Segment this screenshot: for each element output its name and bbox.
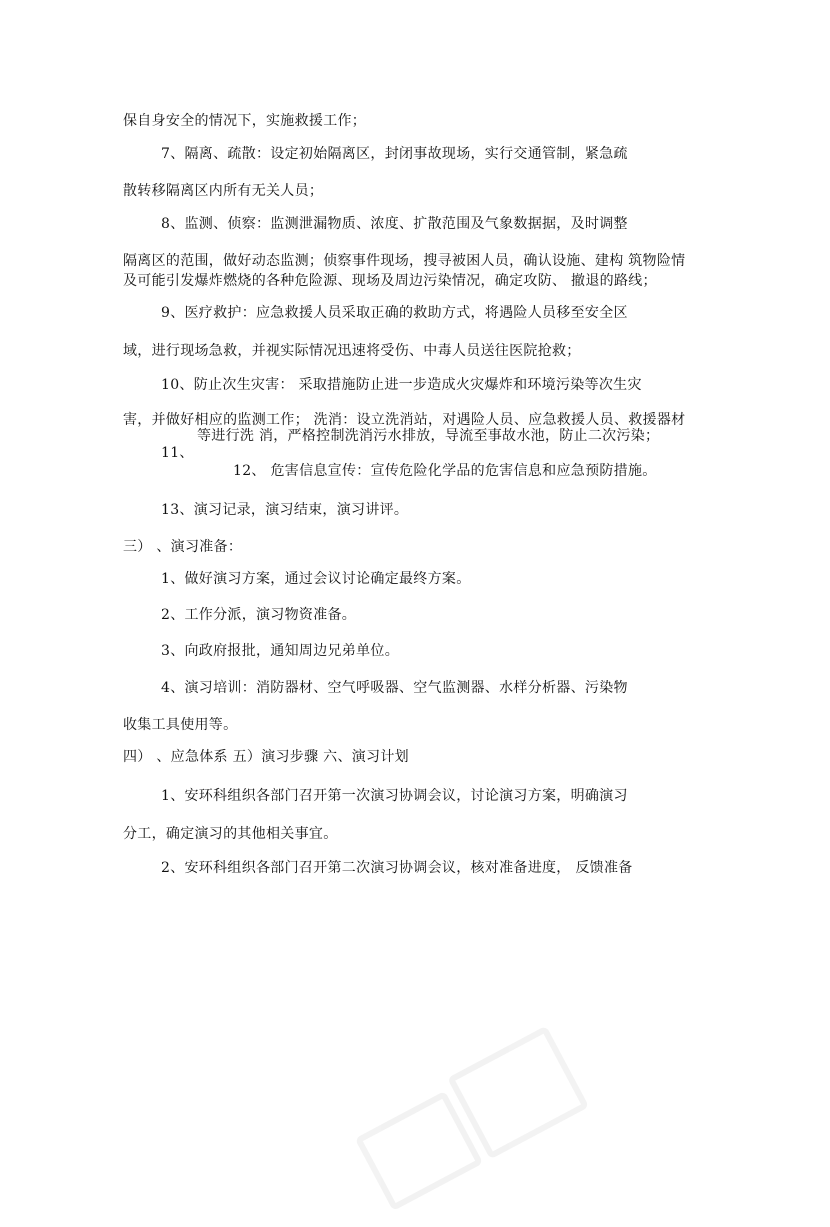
text-line: 分工，确定演习的其他相关事宜。 (123, 826, 338, 842)
text-line: 13、演习记录，演习结束，演习讲评。 (161, 502, 409, 518)
section-heading: 四） 、应急体系 五）演习步骤 六、演习计划 (123, 749, 409, 765)
text-line: 隔离区的范围，做好动态监测；侦察事件现场，搜寻被困人员，确认设施、建构 筑物险情 (123, 253, 686, 269)
text-line: 7、隔离、疏散：设定初始隔离区，封闭事故现场，实行交通管制，紧急疏 (161, 146, 628, 162)
text-line: 及可能引发爆炸燃烧的各种危险源、现场及周边污染情况，确定攻防、 撤退的路线； (123, 273, 657, 289)
text-line: 害，并做好相应的监测工作； 洗消：设立洗消站，对遇险人员、应急救援人员、救援器材 (123, 412, 686, 428)
text-line: 9、医疗救护：应急救援人员采取正确的救助方式，将遇险人员移至安全区 (161, 305, 628, 321)
text-line: 2、安环科组织各部门召开第二次演习协调会议，核对准备进度， 反馈准备 (161, 860, 633, 876)
section-heading: 三） 、演习准备： (123, 539, 243, 555)
text-line: 散转移隔离区内所有无关人员； (123, 183, 324, 199)
text-line: 11、 (161, 445, 194, 461)
text-line: 收集工具使用等。 (123, 717, 238, 733)
text-line: 保自身安全的情况下，实施救援工作； (123, 113, 367, 129)
text-line: 域，进行现场急救，并视实际情况迅速将受伤、中毒人员送往医院抢救； (123, 343, 581, 359)
text-line: 10、防止次生灾害： 采取措施防止进一步造成火灾爆炸和环境污染等次生灾 (161, 377, 642, 393)
text-line: 1、安环科组织各部门召开第一次演习协调会议，讨论演习方案，明确演习 (161, 788, 628, 804)
text-line: 2、工作分派，演习物资准备。 (161, 607, 357, 623)
text-line: 12、 危害信息宣传：宣传危险化学品的危害信息和应急预防措施。 (233, 463, 657, 479)
watermark (345, 1013, 604, 1227)
text-line: 4、演习培训：消防器材、空气呼吸器、空气监测器、水样分析器、污染物 (161, 680, 628, 696)
text-line: 3、向政府报批，通知周边兄弟单位。 (161, 643, 400, 659)
text-line: 8、监测、侦察：监测泄漏物质、浓度、扩散范围及气象数据据，及时调整 (161, 216, 628, 232)
text-line: 等进行洗 消，严格控制洗消污水排放，导流至事故水池，防止二次污染； (197, 428, 660, 444)
text-line: 1、做好演习方案，通过会议讨论确定最终方案。 (161, 571, 471, 587)
